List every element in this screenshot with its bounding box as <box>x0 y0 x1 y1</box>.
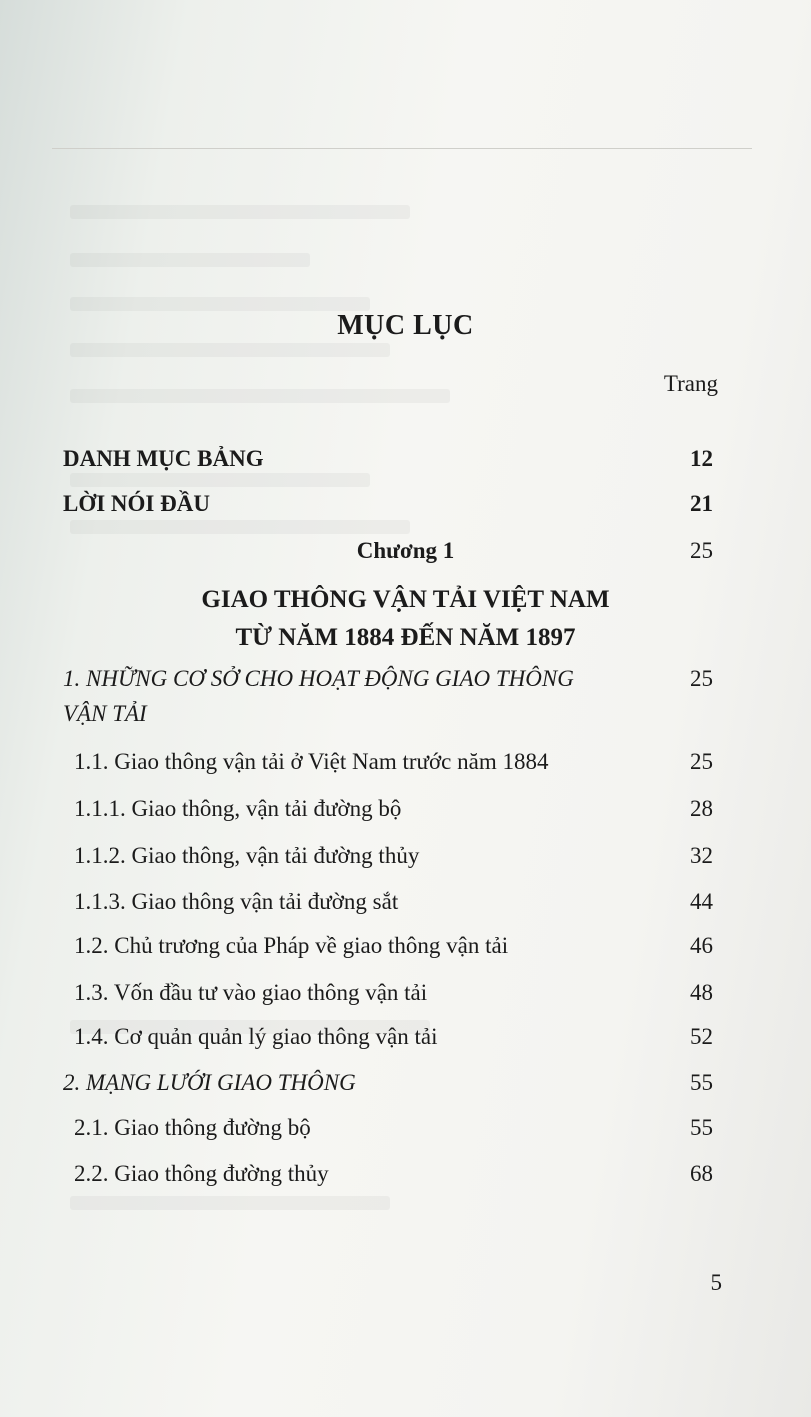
toc-entry-page: 55 <box>690 1115 713 1140</box>
toc-entry-label: LỜI NÓI ĐẦU <box>63 491 210 516</box>
toc-entry[interactable] <box>63 980 713 1014</box>
toc-entry-page: 68 <box>690 1161 713 1186</box>
toc-entry-page: 48 <box>690 980 713 1005</box>
toc-entry[interactable] <box>63 1115 713 1149</box>
toc-entry-page: 25 <box>690 749 713 774</box>
toc-section-1[interactable] <box>63 666 713 700</box>
toc-entry-label: 1.1. Giao thông vận tải ở Việt Nam trước năm 1884 <box>74 749 549 774</box>
toc-entry-label: 1.2. Chủ trương của Pháp về giao thông vận tải <box>74 933 509 958</box>
chapter-label[interactable]: Chương 1 <box>356 538 455 563</box>
bleed-through-line <box>70 343 390 357</box>
toc-entry-page: 46 <box>690 933 713 958</box>
toc-entry-label: 2.2. Giao thông đường thủy <box>74 1161 329 1186</box>
toc-entry[interactable] <box>63 796 713 830</box>
chapter-page: 25 <box>690 538 713 563</box>
toc-entry[interactable] <box>63 1024 713 1058</box>
toc-section-page: 25 <box>690 666 713 691</box>
chapter-heading-line1: GIAO THÔNG VẬN TẢI VIỆT NAM <box>201 586 610 613</box>
toc-entry-label: 1.1.3. Giao thông vận tải đường sắt <box>74 889 399 914</box>
toc-entry-label: 1.1.2. Giao thông, vận tải đường thủy <box>74 843 420 868</box>
toc-section-label-continued: VẬN TẢI <box>63 701 147 726</box>
toc-entry-page: 32 <box>690 843 713 868</box>
page-column-header: Trang <box>663 371 718 396</box>
toc-entry[interactable] <box>63 843 713 877</box>
toc-entry-page: 12 <box>690 446 713 471</box>
toc-entry-page: 28 <box>690 796 713 821</box>
toc-entry[interactable] <box>63 1161 713 1195</box>
toc-title: MỤC LỤC <box>337 310 474 341</box>
toc-entry-label: DANH MỤC BẢNG <box>63 446 264 471</box>
toc-entry-label: 1.3. Vốn đầu tư vào giao thông vận tải <box>74 980 428 1005</box>
toc-entry[interactable] <box>63 446 713 480</box>
bleed-through-line <box>70 1196 390 1210</box>
toc-entry[interactable] <box>63 889 713 923</box>
bleed-through-line <box>70 253 310 267</box>
page-number: 5 <box>710 1270 722 1295</box>
toc-entry-label: 2.1. Giao thông đường bộ <box>74 1115 311 1140</box>
toc-entry-label: 1.1.1. Giao thông, vận tải đường bộ <box>74 796 402 821</box>
toc-section-label: 1. NHỮNG CƠ SỞ CHO HOẠT ĐỘNG GIAO THÔNG <box>63 666 574 691</box>
toc-entry-page: 52 <box>690 1024 713 1049</box>
toc-entry[interactable] <box>63 933 713 967</box>
toc-entry-page: 44 <box>690 889 713 914</box>
bleed-through-line <box>70 205 410 219</box>
bleed-through-line <box>70 389 450 403</box>
chapter-heading-line2: TỪ NĂM 1884 ĐẾN NĂM 1897 <box>235 624 576 651</box>
bleed-through-rule <box>52 148 752 149</box>
toc-section-label: 2. MẠNG LƯỚI GIAO THÔNG <box>63 1070 356 1095</box>
toc-section-page: 55 <box>690 1070 713 1095</box>
toc-entry[interactable] <box>63 749 713 783</box>
toc-entry-page: 21 <box>690 491 713 516</box>
toc-entry[interactable] <box>63 491 713 525</box>
bleed-through-line <box>70 297 370 311</box>
toc-entry-label: 1.4. Cơ quản quản lý giao thông vận tải <box>74 1024 438 1049</box>
toc-section-2[interactable] <box>63 1070 713 1104</box>
